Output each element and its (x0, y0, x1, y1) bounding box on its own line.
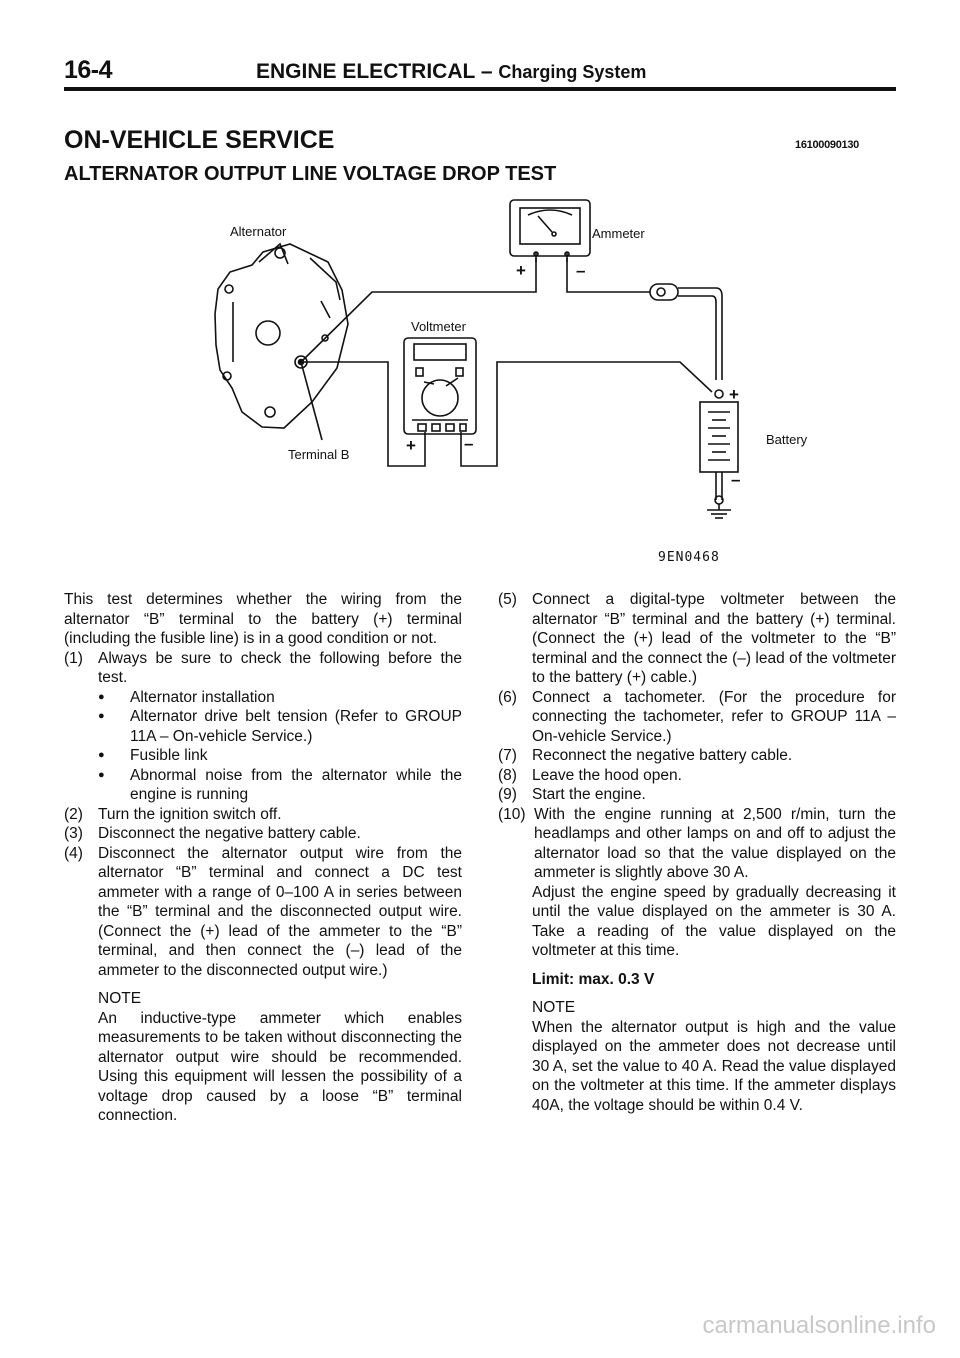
wire-b-to-ammeter (301, 258, 536, 362)
battery-drawing (700, 390, 741, 518)
left-column (64, 590, 462, 1126)
terminal-b-leader (301, 362, 322, 440)
step-number: (4) (64, 844, 83, 862)
bullet-item (98, 707, 462, 746)
section-title: ON-VEHICLE SERVICE (64, 126, 335, 154)
header-rule (64, 87, 896, 91)
note-text: When the alternator output is high and the value displayed on the ammeter does not decrease until 30 A, set the value to 40 A. Read the value displayed on the voltmeter at this time. If the ammeter displays 40A, the voltage should be within 0.4 V. (532, 1018, 896, 1114)
ammeter-minus-sign: – (576, 261, 586, 280)
voltmeter-drawing (404, 338, 476, 434)
step-number: (9) (498, 786, 517, 803)
bullet-icon: ● (98, 749, 105, 761)
bullet-text: Alternator drive belt tension (Refer to GROUP 11A – On-vehicle Service.) (130, 708, 462, 745)
step-number: (2) (64, 805, 83, 823)
battery-minus-sign: – (731, 470, 741, 489)
header-subtitle: Charging System (498, 62, 647, 82)
step-text: Disconnect the negative battery cable. (98, 825, 361, 842)
voltmeter-minus-sign: – (464, 434, 474, 453)
step-text: Connect a digital-type voltmeter between the alternator “B” terminal and the battery (+) terminal. (Connect the (+) lead of the voltmeter to the “B” terminal and the connect the (–) lead of the voltmeter to the battery (+) cable.) (532, 591, 896, 686)
page-number: 16-4 (64, 56, 113, 84)
step-9 (498, 785, 896, 805)
step-number: (5) (498, 591, 517, 608)
voltmeter-label: Voltmeter (411, 319, 466, 334)
bullet-item (98, 746, 462, 766)
step-5 (498, 590, 896, 688)
intro-paragraph: This test determines whether the wiring from the alternator “B” terminal to the battery (+) terminal (including the fusible line) is in a good condition or not. (64, 591, 462, 647)
limit-value: Limit: max. 0.3 V (532, 970, 655, 988)
note-label: NOTE (532, 999, 576, 1016)
step-text: Always be sure to check the following before the test. (98, 649, 462, 686)
ammeter-drawing (510, 200, 590, 262)
step-text: Start the engine. (532, 786, 646, 803)
bullet-text: Abnormal noise from the alternator while the engine is running (130, 766, 462, 803)
header-title: ENGINE ELECTRICAL (256, 60, 475, 83)
step-2 (64, 805, 462, 825)
subsection-title: ALTERNATOR OUTPUT LINE VOLTAGE DROP TEST (64, 163, 557, 185)
step-number: (10) (498, 805, 526, 823)
step-1 (64, 649, 462, 688)
figure-code: 9EN0468 (658, 550, 720, 565)
wire-voltmeter-to-cable (461, 362, 712, 466)
step-4 (64, 844, 462, 981)
step-7 (498, 746, 896, 766)
bullet-text: Alternator installation (130, 688, 275, 706)
step-8 (498, 766, 896, 786)
page-header-title (256, 60, 646, 84)
step-text: Reconnect the negative battery cable. (532, 747, 793, 764)
bullet-icon: ● (98, 690, 105, 703)
bullet-icon: ● (98, 768, 105, 781)
step-10-adjust-text: Adjust the engine speed by gradually decreasing it until the value displayed on the ammeter is 30 A. Take a reading of the value displayed on the voltmeter at this time. (532, 883, 896, 959)
alternator-label: Alternator (230, 224, 287, 239)
wiring-diagram (0, 190, 960, 550)
ammeter-label: Ammeter (592, 226, 645, 241)
right-column (498, 590, 896, 1115)
step-text: Disconnect the alternator output wire from the alternator “B” terminal and connect a DC test ammeter with a range of 0–100 A in series between the “B” terminal and the disconnected output wire. (Connect the (+) lead of the ammeter to the “B” terminal, and then connect the (–) lead of the ammeter to the disconnected output wire.) (98, 844, 462, 979)
step-text: Leave the hood open. (532, 766, 682, 784)
step-number: (1) (64, 649, 83, 667)
step-text: Turn the ignition switch off. (98, 805, 282, 823)
step-6 (498, 688, 896, 747)
bullet-item (98, 766, 462, 805)
step-number: (8) (498, 766, 517, 784)
battery-label: Battery (766, 432, 808, 447)
bullet-icon: ● (98, 710, 105, 722)
battery-plus-sign: + (729, 385, 739, 404)
header-separator: – (480, 60, 493, 83)
cable-clamp (650, 284, 678, 300)
step-text: Connect a tachometer. (For the procedure for connecting the tachometer, refer to GROUP 11A – On-vehicle Service.) (532, 688, 896, 745)
step-number: (6) (498, 688, 517, 706)
ammeter-plus-sign: + (516, 261, 526, 280)
step-text: With the engine running at 2,500 r/min, turn the headlamps and other lamps on and off to adjust the alternator load so that the value displayed on the ammeter is slightly above 30 A. (534, 805, 896, 881)
watermark: carmanualsonline.info (702, 1312, 936, 1339)
step-number: (3) (64, 825, 83, 842)
step-10 (498, 805, 896, 883)
voltmeter-plus-sign: + (406, 436, 416, 455)
terminal-b-label: Terminal B (288, 447, 350, 462)
note-label: NOTE (98, 990, 142, 1007)
step-number: (7) (498, 747, 517, 764)
step-3 (64, 824, 462, 844)
bullet-item (98, 688, 462, 708)
note-text: An inductive-type ammeter which enables measurements to be taken without disconnecting the alternator output wire should be recommended. Using this equipment will lessen the possibility of a voltage drop caused by a loose “B” terminal connection. (98, 1009, 462, 1124)
section-code: 16100090130 (795, 139, 859, 151)
bullet-text: Fusible link (130, 747, 208, 764)
